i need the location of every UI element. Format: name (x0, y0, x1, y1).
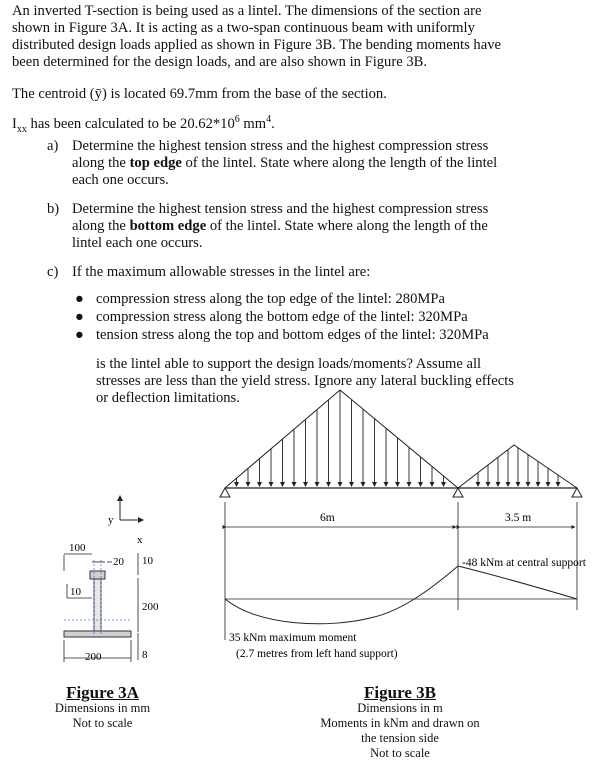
load-arrow-head-icon (326, 482, 331, 487)
load-arrow-head-icon (280, 482, 285, 487)
left-support-icon (220, 488, 230, 497)
load-arrow-head-icon (395, 482, 400, 487)
figure-3a-caption-line: Not to scale (72, 716, 133, 730)
dim-200-bottom: 200 (85, 651, 102, 663)
question-c-label: c) (47, 264, 59, 280)
load-arrow-head-icon (486, 482, 491, 487)
load-envelope-span2 (458, 445, 577, 488)
question-a-line2-post: of the lintel. State where along the length of the lintel (181, 155, 498, 171)
question-a-line3: each one occurs. (72, 172, 169, 188)
ixx-end: . (271, 115, 275, 132)
load-arrow-head-icon (384, 482, 389, 487)
dim-100: 100 (69, 542, 86, 554)
question-b-line2-pre: along the (72, 218, 130, 234)
load-arrow-head-icon (430, 482, 435, 487)
load-arrow-head-icon (476, 482, 481, 487)
intro-line: An inverted T-section is being used as a lintel. The dimensions of the section are (12, 3, 482, 19)
axis-x-label: x (137, 534, 143, 546)
axis-y-label: y (108, 514, 114, 526)
bottom-flange (64, 631, 131, 637)
figure-3b-caption-line: Dimensions in m (357, 701, 443, 715)
question-b-bold: bottom edge (129, 218, 207, 234)
dim-10-right: 10 (142, 555, 153, 567)
bullet-text: compression stress along the top edge of the lintel: 280MPa (96, 291, 445, 307)
question-b-line3: lintel each one occurs. (72, 235, 203, 251)
load-arrow-head-icon (496, 482, 501, 487)
figure-3b-caption (300, 684, 500, 761)
figure-3a-caption (40, 684, 165, 731)
load-arrow-head-icon (234, 482, 239, 487)
load-arrow-head-icon (303, 482, 308, 487)
bullet-text: tension stress along the top and bottom edges of the lintel: 320MPa (96, 327, 489, 343)
dim-10-left: 10 (70, 586, 81, 598)
figure-3b-beam (220, 390, 587, 660)
support-moment-label: -48 kNm at central support (462, 557, 586, 569)
bullet-dot-icon: ● (75, 327, 84, 343)
intro-line: distributed design loads applied as shown in Figure 3B. The bending moments have (12, 37, 501, 53)
bullet-dot-icon: ● (75, 291, 84, 307)
bullet-text: compression stress along the bottom edge of the lintel: 320MPa (96, 309, 468, 325)
question-a-bold: top edge (129, 155, 182, 171)
question-a-label: a) (47, 138, 59, 154)
ixx-middle: has been calculated to be 20.62*10 (26, 115, 235, 132)
load-arrow-head-icon (349, 482, 354, 487)
load-arrow-head-icon (407, 482, 412, 487)
load-arrow-head-icon (315, 482, 320, 487)
followup-line: is the lintel able to support the design loads/moments? Assume all (96, 356, 482, 372)
dim-20: 20 (113, 556, 124, 568)
question-a-line1: Determine the highest tension stress and the highest compression stress (72, 138, 489, 154)
span2-label: 3.5 m (505, 512, 532, 524)
load-arrow-head-icon (536, 482, 541, 487)
moment-curve-span1 (225, 566, 458, 624)
span1-label: 6m (320, 512, 335, 524)
load-arrow-head-icon (441, 482, 446, 487)
ixx-prefix: I (12, 115, 17, 132)
load-arrow-head-icon (546, 482, 551, 487)
intro-line: shown in Figure 3A. It is acting as a two-span continuous beam with uniformly (12, 20, 475, 36)
dim-8: 8 (142, 649, 148, 661)
load-arrow-head-icon (292, 482, 297, 487)
load-arrow-head-icon (506, 482, 511, 487)
load-arrow-head-icon (361, 482, 366, 487)
web (94, 579, 101, 631)
question-b-line2-post: of the lintel. State where along the length of the (206, 218, 488, 234)
load-arrow-head-icon (418, 482, 423, 487)
question-b-label: b) (47, 201, 60, 217)
dim-200-right: 200 (142, 601, 159, 613)
followup-line: or deflection limitations. (96, 390, 240, 406)
bullet-dot-icon: ● (75, 309, 84, 325)
question-c-line1: If the maximum allowable stresses in the lintel are: (72, 264, 371, 280)
load-arrow-head-icon (246, 482, 251, 487)
max-moment-location: (2.7 metres from left hand support) (236, 648, 398, 660)
question-b-line1: Determine the highest tension stress and the highest compression stress (72, 201, 489, 217)
load-envelope-span1 (225, 390, 458, 488)
ixx-sup2: 4 (266, 114, 272, 125)
followup-line: stresses are less than the yield stress. Ignore any lateral buckling effects (96, 373, 514, 389)
load-arrow-head-icon (372, 482, 377, 487)
question-a-line2-pre: along the (72, 155, 130, 171)
moment-curve-span2 (458, 566, 577, 599)
figure-3a-section (64, 496, 159, 663)
max-moment-label: 35 kNm maximum moment (229, 632, 357, 644)
load-arrow-head-icon (269, 482, 274, 487)
load-arrow-head-icon (338, 482, 343, 487)
figure-3a-caption-line: Dimensions in mm (54, 701, 151, 715)
centroid-line: The centroid (ȳ) is located 69.7mm from the base of the section. (12, 86, 387, 102)
figure-3a-title: Figure 3A (66, 683, 139, 702)
intro-line: been determined for the design loads, and are also shown in Figure 3B. (12, 54, 428, 70)
load-arrow-head-icon (556, 482, 561, 487)
right-support-icon (572, 488, 582, 497)
ixx-sub: xx (16, 123, 27, 135)
figure-3b-caption-line: Moments in kNm and drawn on (320, 716, 480, 730)
figure-3b-caption-line: Not to scale (370, 746, 430, 760)
top-flange (90, 571, 105, 579)
load-arrow-head-icon (257, 482, 262, 487)
ixx-unit: mm (239, 115, 267, 132)
ixx-sup: 6 (234, 114, 240, 125)
central-support-icon (453, 488, 463, 497)
load-arrow-head-icon (516, 482, 521, 487)
figure-3b-caption-line: the tension side (361, 731, 439, 745)
load-arrow-head-icon (526, 482, 531, 487)
figure-3b-title: Figure 3B (364, 683, 436, 702)
